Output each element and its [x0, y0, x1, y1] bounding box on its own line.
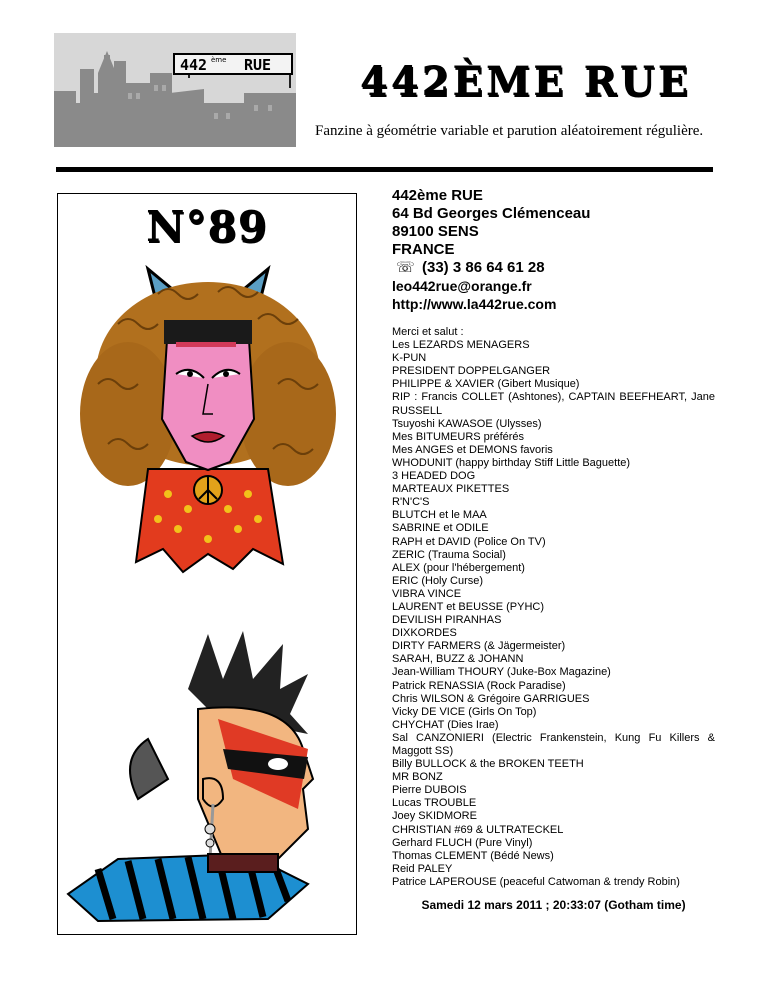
- list-item: DIRTY FARMERS (& Jägermeister): [392, 640, 566, 653]
- thanks-intro: Merci et salut :: [392, 326, 464, 338]
- address-country: FRANCE: [392, 241, 455, 258]
- list-item: SARAH, BUZZ & JOHANN: [392, 653, 524, 666]
- list-item: RUSSELL: [392, 404, 443, 417]
- list-item: Thomas CLEMENT (Bédé News): [392, 849, 554, 862]
- list-item: WHODUNIT (happy birthday Stiff Little Baguette): [392, 456, 631, 469]
- catwoman-illustration: [58, 264, 357, 594]
- list-item: ZERIC (Trauma Social): [392, 548, 506, 561]
- list-item: Patrice LAPEROUSE (peaceful Catwoman & trendy Robin): [392, 875, 680, 888]
- list-item: SABRINE et ODILE: [392, 522, 489, 535]
- list-item: Maggott SS): [392, 745, 454, 757]
- list-item: RIP : Francis COLLET (Ashtones), CAPTAIN BEEFHEART, Jane: [392, 391, 715, 404]
- list-item: Chris WILSON & Grégoire GARRIGUES: [392, 692, 590, 705]
- list-item: LAURENT et BEUSSE (PYHC): [392, 600, 545, 613]
- list-item: BLUTCH et le MAA: [392, 509, 487, 522]
- list-item: K-PUN: [392, 352, 427, 365]
- thanks-list: [392, 326, 715, 889]
- list-item: Sal CANZONIERI (Electric Frankenstein, Kung Fu Killers &: [392, 731, 715, 744]
- list-item: DIXKORDES: [392, 627, 457, 640]
- list-item: Billy BULLOCK & the BROKEN TEETH: [392, 758, 584, 771]
- list-item: CHYCHAT (Dies Irae): [392, 718, 499, 731]
- list-item: Jean-William THOURY (Juke-Box Magazine): [392, 666, 611, 679]
- list-item: CHRISTIAN #69 & ULTRATECKEL: [392, 823, 564, 836]
- issue-number: N°89: [146, 202, 268, 251]
- list-item: Tsuyoshi KAWASOE (Ulysses): [392, 417, 542, 430]
- list-item: Les LEZARDS MENAGERS: [392, 339, 530, 352]
- list-item: ERIC (Holy Curse): [392, 574, 484, 587]
- list-item: R'N'C'S: [392, 496, 430, 509]
- tagline: Fanzine à géométrie variable et parution aléatoirement régulière.: [315, 123, 704, 139]
- logo-sign-word: RUE: [244, 56, 272, 74]
- header-divider: [56, 167, 713, 172]
- list-item: Lucas TROUBLE: [392, 797, 477, 810]
- list-item: 3 HEADED DOG: [392, 470, 476, 483]
- address-city: 89100 SENS: [392, 223, 479, 240]
- list-item: Gerhard FLUCH (Pure Vinyl): [392, 836, 533, 849]
- cover-artwork-panel: [57, 193, 357, 935]
- zine-title: 442ÈME RUE: [360, 58, 692, 105]
- list-item: MR BONZ: [392, 771, 443, 784]
- logo-sign-number: 442: [180, 56, 208, 74]
- website-link[interactable]: http://www.la442rue.com: [392, 296, 557, 312]
- phone-number: (33) 3 86 64 61 28: [422, 259, 545, 276]
- telephone-icon: ☏: [396, 259, 415, 276]
- list-item: Mes BITUMEURS préférés: [392, 430, 525, 443]
- phone-line: [392, 259, 732, 277]
- list-item: ALEX (pour l'hébergement): [392, 561, 525, 574]
- address-street: 64 Bd Georges Clémenceau: [392, 205, 591, 222]
- list-item: Pierre DUBOIS: [392, 784, 467, 797]
- logo-skyline: [54, 33, 296, 147]
- address-name: 442ème RUE: [392, 187, 483, 204]
- publication-datestamp: Samedi 12 mars 2011 ; 20:33:07 (Gotham time): [421, 898, 686, 912]
- list-item: PHILIPPE & XAVIER (Gibert Musique): [392, 378, 580, 391]
- list-item: Joey SKIDMORE: [392, 810, 477, 823]
- list-item: RAPH et DAVID (Police On TV): [392, 535, 546, 548]
- email-link[interactable]: leo442rue@orange.fr: [392, 278, 532, 294]
- list-item: PRESIDENT DOPPELGANGER: [392, 365, 551, 378]
- contact-block: [392, 187, 732, 313]
- list-item: Patrick RENASSIA (Rock Paradise): [392, 679, 566, 692]
- logo-sign-superscript: ème: [211, 56, 227, 64]
- list-item: MARTEAUX PIKETTES: [392, 483, 510, 496]
- list-item: Mes ANGES et DEMONS favoris: [392, 443, 553, 456]
- robin-illustration: [58, 629, 357, 929]
- list-item: Reid PALEY: [392, 862, 453, 875]
- list-item: DEVILISH PIRANHAS: [392, 614, 502, 627]
- list-item: Vicky DE VICE (Girls On Top): [392, 705, 537, 718]
- list-item: VIBRA VINCE: [392, 587, 462, 600]
